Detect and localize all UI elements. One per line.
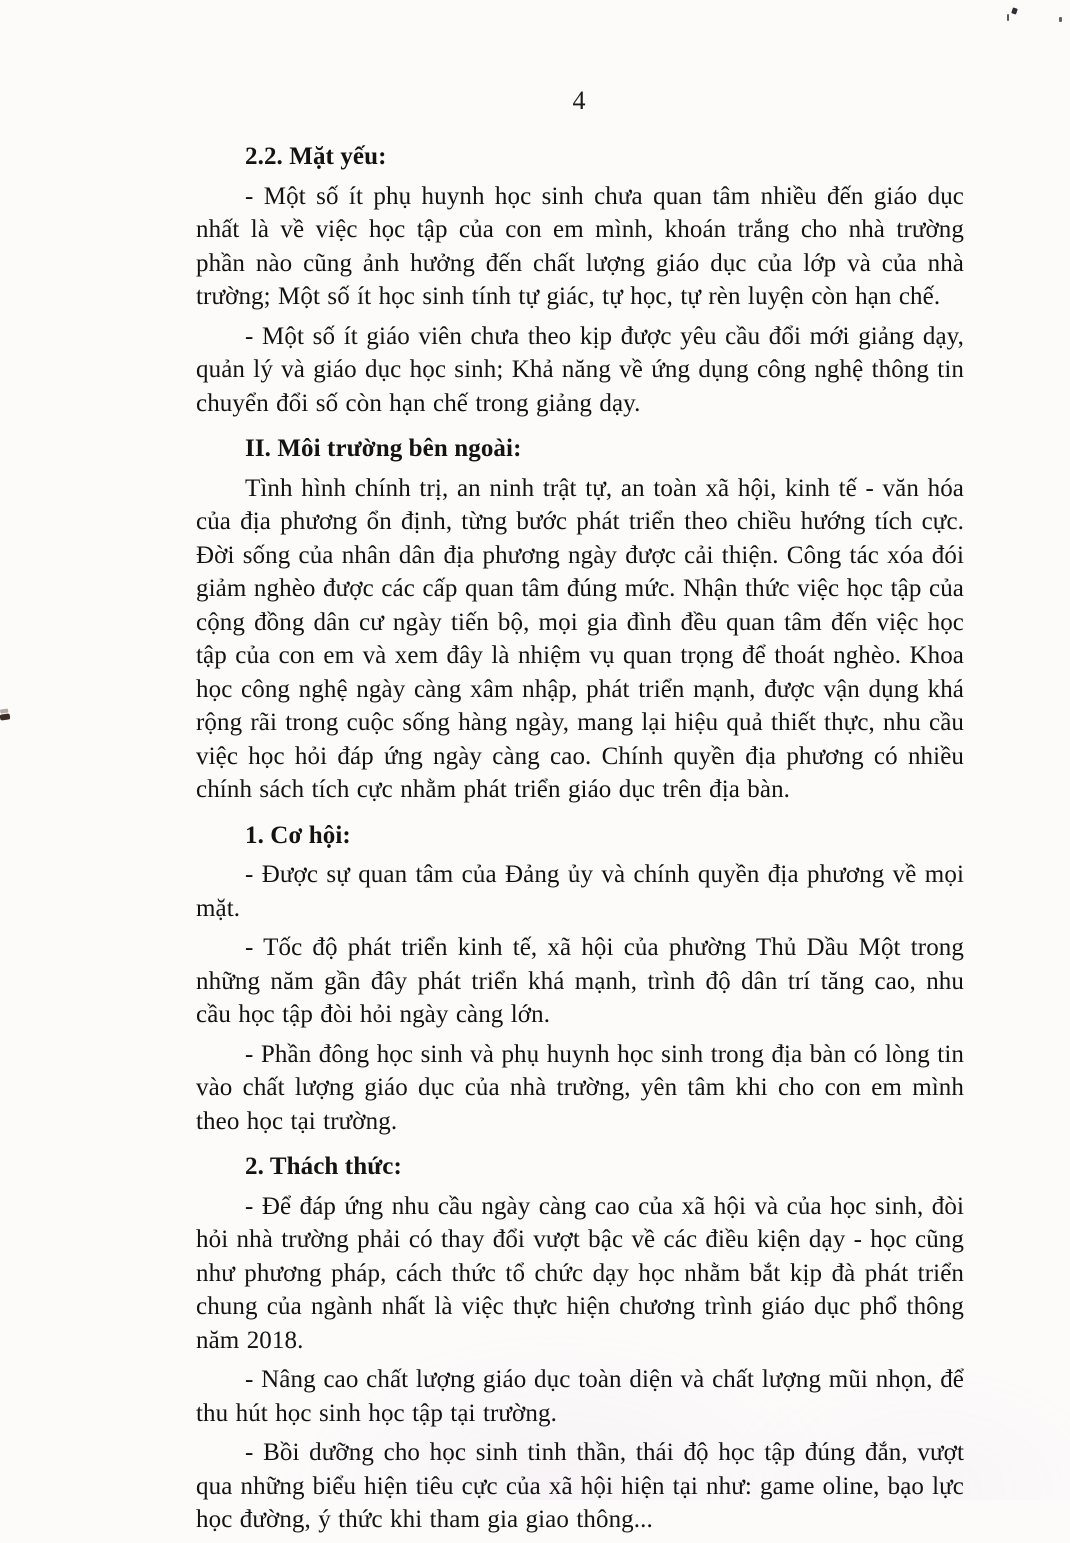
heading-thach-thuc: 2. Thách thức: — [245, 1153, 402, 1180]
para-nang-cao-chat-luong: - Nâng cao chất lượng giáo dục toàn diện và chất lượng mũi nhọn, để thu hút học sinh học tập tại trường. — [196, 1366, 964, 1427]
ink-speck-top-right-small — [1007, 14, 1009, 21]
para-phu-huynh: - Một số ít phụ huynh học sinh chưa quan tâm nhiều đến giáo dục nhất là về việc học tập của con em mình, khoán trắng cho nhà trường phần nào cũng ảnh hưởng đến chất lượng giáo dục của lớp và của nhà trường; Một số ít học sinh tính tự giác, tự học, tự rèn luyện còn hạn chế. — [196, 182, 964, 310]
para-tinh-hinh-dia-phuong: Tình hình chính trị, an ninh trật tự, an toàn xã hội, kinh tế - văn hóa của địa phương ổn định, từng bước phát triển theo chiều hướng tích cực. Đời sống của nhân dân địa phương ngày được cải thiện. Công tác xóa đói giảm nghèo được các cấp quan tâm đúng mức. Nhận thức việc học tập của cộng đồng dân cư ngày tiến bộ, mọi gia đình đều quan tâm đến việc học tập của con em và xem đây là nhiệm vụ quan trọng để thoát nghèo. Khoa học công nghệ ngày càng xâm nhập, phát triển mạnh, được vận dụng khá rộng rãi trong cuộc sống hàng ngày, mang lại hiệu quả thiết thực, nhu cầu việc học hỏi đáp ứng ngày càng cao. Chính quyền địa phương có nhiều chính sách tích cực nhằm phát triển giáo dục trên địa bàn. — [196, 474, 964, 803]
page-content — [196, 128, 964, 1543]
scan-edge-mark-left — [0, 713, 10, 720]
para-phan-dong-hoc-sinh: - Phần đông học sinh và phụ huynh học sinh trong địa bàn có lòng tin vào chất lượng giáo dục của nhà trường, yên tâm khi cho con em mình theo học tại trường. — [196, 1040, 964, 1135]
para-boi-duong: - Bồi dưỡng cho học sinh tinh thần, thái độ học tập đúng đắn, vượt qua những biểu hiện tiêu cực của xã hội hiện tại như: game oline, bạo lực học đường, ý thức khi tham gia giao thông... — [196, 1439, 964, 1533]
para-de-dap-ung: - Để đáp ứng nhu cầu ngày càng cao của xã hội và của học sinh, đòi hỏi nhà trường phải có thay đổi vượt bậc về các điều kiện dạy - học cũng như phương pháp, cách thức tổ chức dạy học nhằm bắt kịp đà phát triển chung của ngành nhất là việc thực hiện chương trình giáo dục phổ thông năm 2018. — [196, 1192, 964, 1354]
heading-mat-yeu: 2.2. Mặt yếu: — [245, 143, 387, 170]
para-dang-uy: - Được sự quan tâm của Đảng ủy và chính quyền địa phương về mọi mặt. — [196, 861, 964, 922]
heading-co-hoi: 1. Cơ hội: — [245, 821, 351, 849]
heading-moi-truong-ben-ngoai: II. Môi trường bên ngoài: — [245, 435, 522, 462]
para-giao-vien: - Một số ít giáo viên chưa theo kịp được yêu cầu đổi mới giảng dạy, quản lý và giáo dục học sinh; Khả năng về ứng dụng công nghệ thông tin chuyển đổi số còn hạn chế trong giảng dạy. — [196, 322, 964, 417]
ink-speck-top-right — [1011, 7, 1018, 14]
para-toc-do-phat-trien: - Tốc độ phát triển kinh tế, xã hội của phường Thủ Dầu Một trong những năm gần đây phát triển khá mạnh, trình độ dân trí tăng cao, nhu cầu học tập đòi hỏi ngày càng lớn. — [196, 934, 964, 1028]
ink-speck-top-far-right — [1059, 17, 1062, 22]
page-number: 4 — [572, 86, 586, 115]
